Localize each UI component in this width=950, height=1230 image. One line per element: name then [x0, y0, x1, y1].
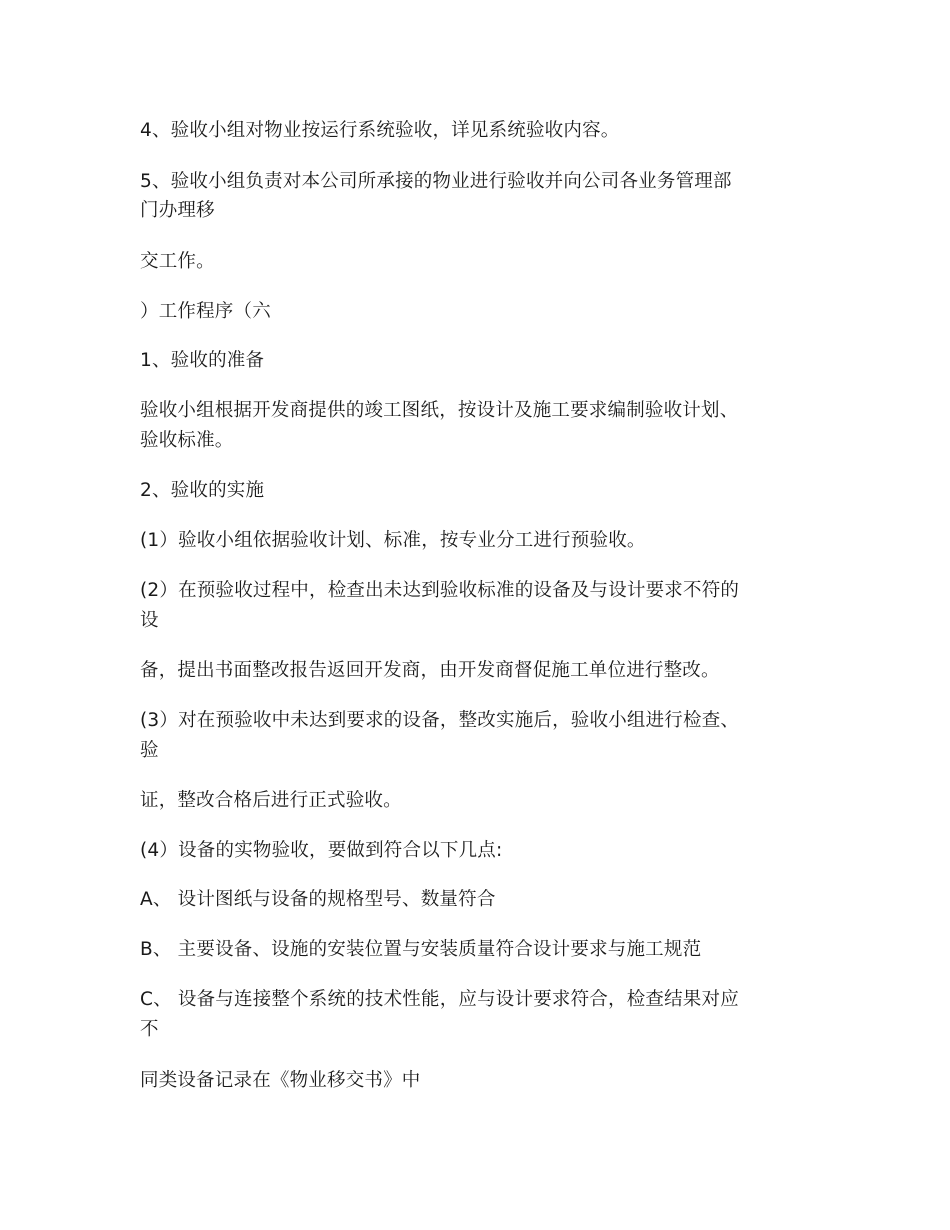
list-item-continuation: 设: [140, 610, 159, 631]
list-item-continuation: 不: [140, 1019, 159, 1040]
list-item: B、 主要设备、设施的安装位置与安装质量符合设计要求与施工规范: [140, 939, 702, 960]
paragraph-line: 交工作。: [140, 251, 215, 272]
section-heading: ）工作程序（六: [140, 301, 271, 322]
list-item: A、 设计图纸与设备的规格型号、数量符合: [140, 889, 496, 910]
list-item: (3）对在预验收中未达到要求的设备，整改实施后，验收小组进行检查、: [140, 710, 740, 731]
paragraph-line: 验收标准。: [140, 430, 234, 451]
paragraph-line: 验收小组根据开发商提供的竣工图纸，按设计及施工要求编制验收计划、: [140, 400, 739, 421]
list-item: C、 设备与连接整个系统的技术性能，应与设计要求符合，检查结果对应: [140, 989, 739, 1010]
paragraph-line: 4、验收小组对物业按运行系统验收，详见系统验收内容。: [140, 120, 620, 141]
paragraph-line: 证，整改合格后进行正式验收。: [140, 790, 402, 811]
list-item: (1）验收小组依据验收计划、标准，按专业分工进行预验收。: [140, 530, 646, 551]
paragraph-line: 5、验收小组负责对本公司所承接的物业进行验收并向公司各业务管理部: [140, 171, 732, 192]
subsection-heading: 1、验收的准备: [140, 350, 265, 371]
subsection-heading: 2、验收的实施: [140, 480, 265, 501]
list-item: (4）设备的实物验收，要做到符合以下几点:: [140, 840, 503, 861]
list-item: (2）在预验收过程中，检查出未达到验收标准的设备及与设计要求不符的: [140, 580, 740, 601]
paragraph-line: 同类设备记录在《物业移交书》中: [140, 1070, 421, 1091]
paragraph-line: 门办理移: [140, 200, 215, 221]
paragraph-line: 备，提出书面整改报告返回开发商，由开发商督促施工单位进行整改。: [140, 660, 720, 681]
list-item-continuation: 验: [140, 740, 159, 761]
